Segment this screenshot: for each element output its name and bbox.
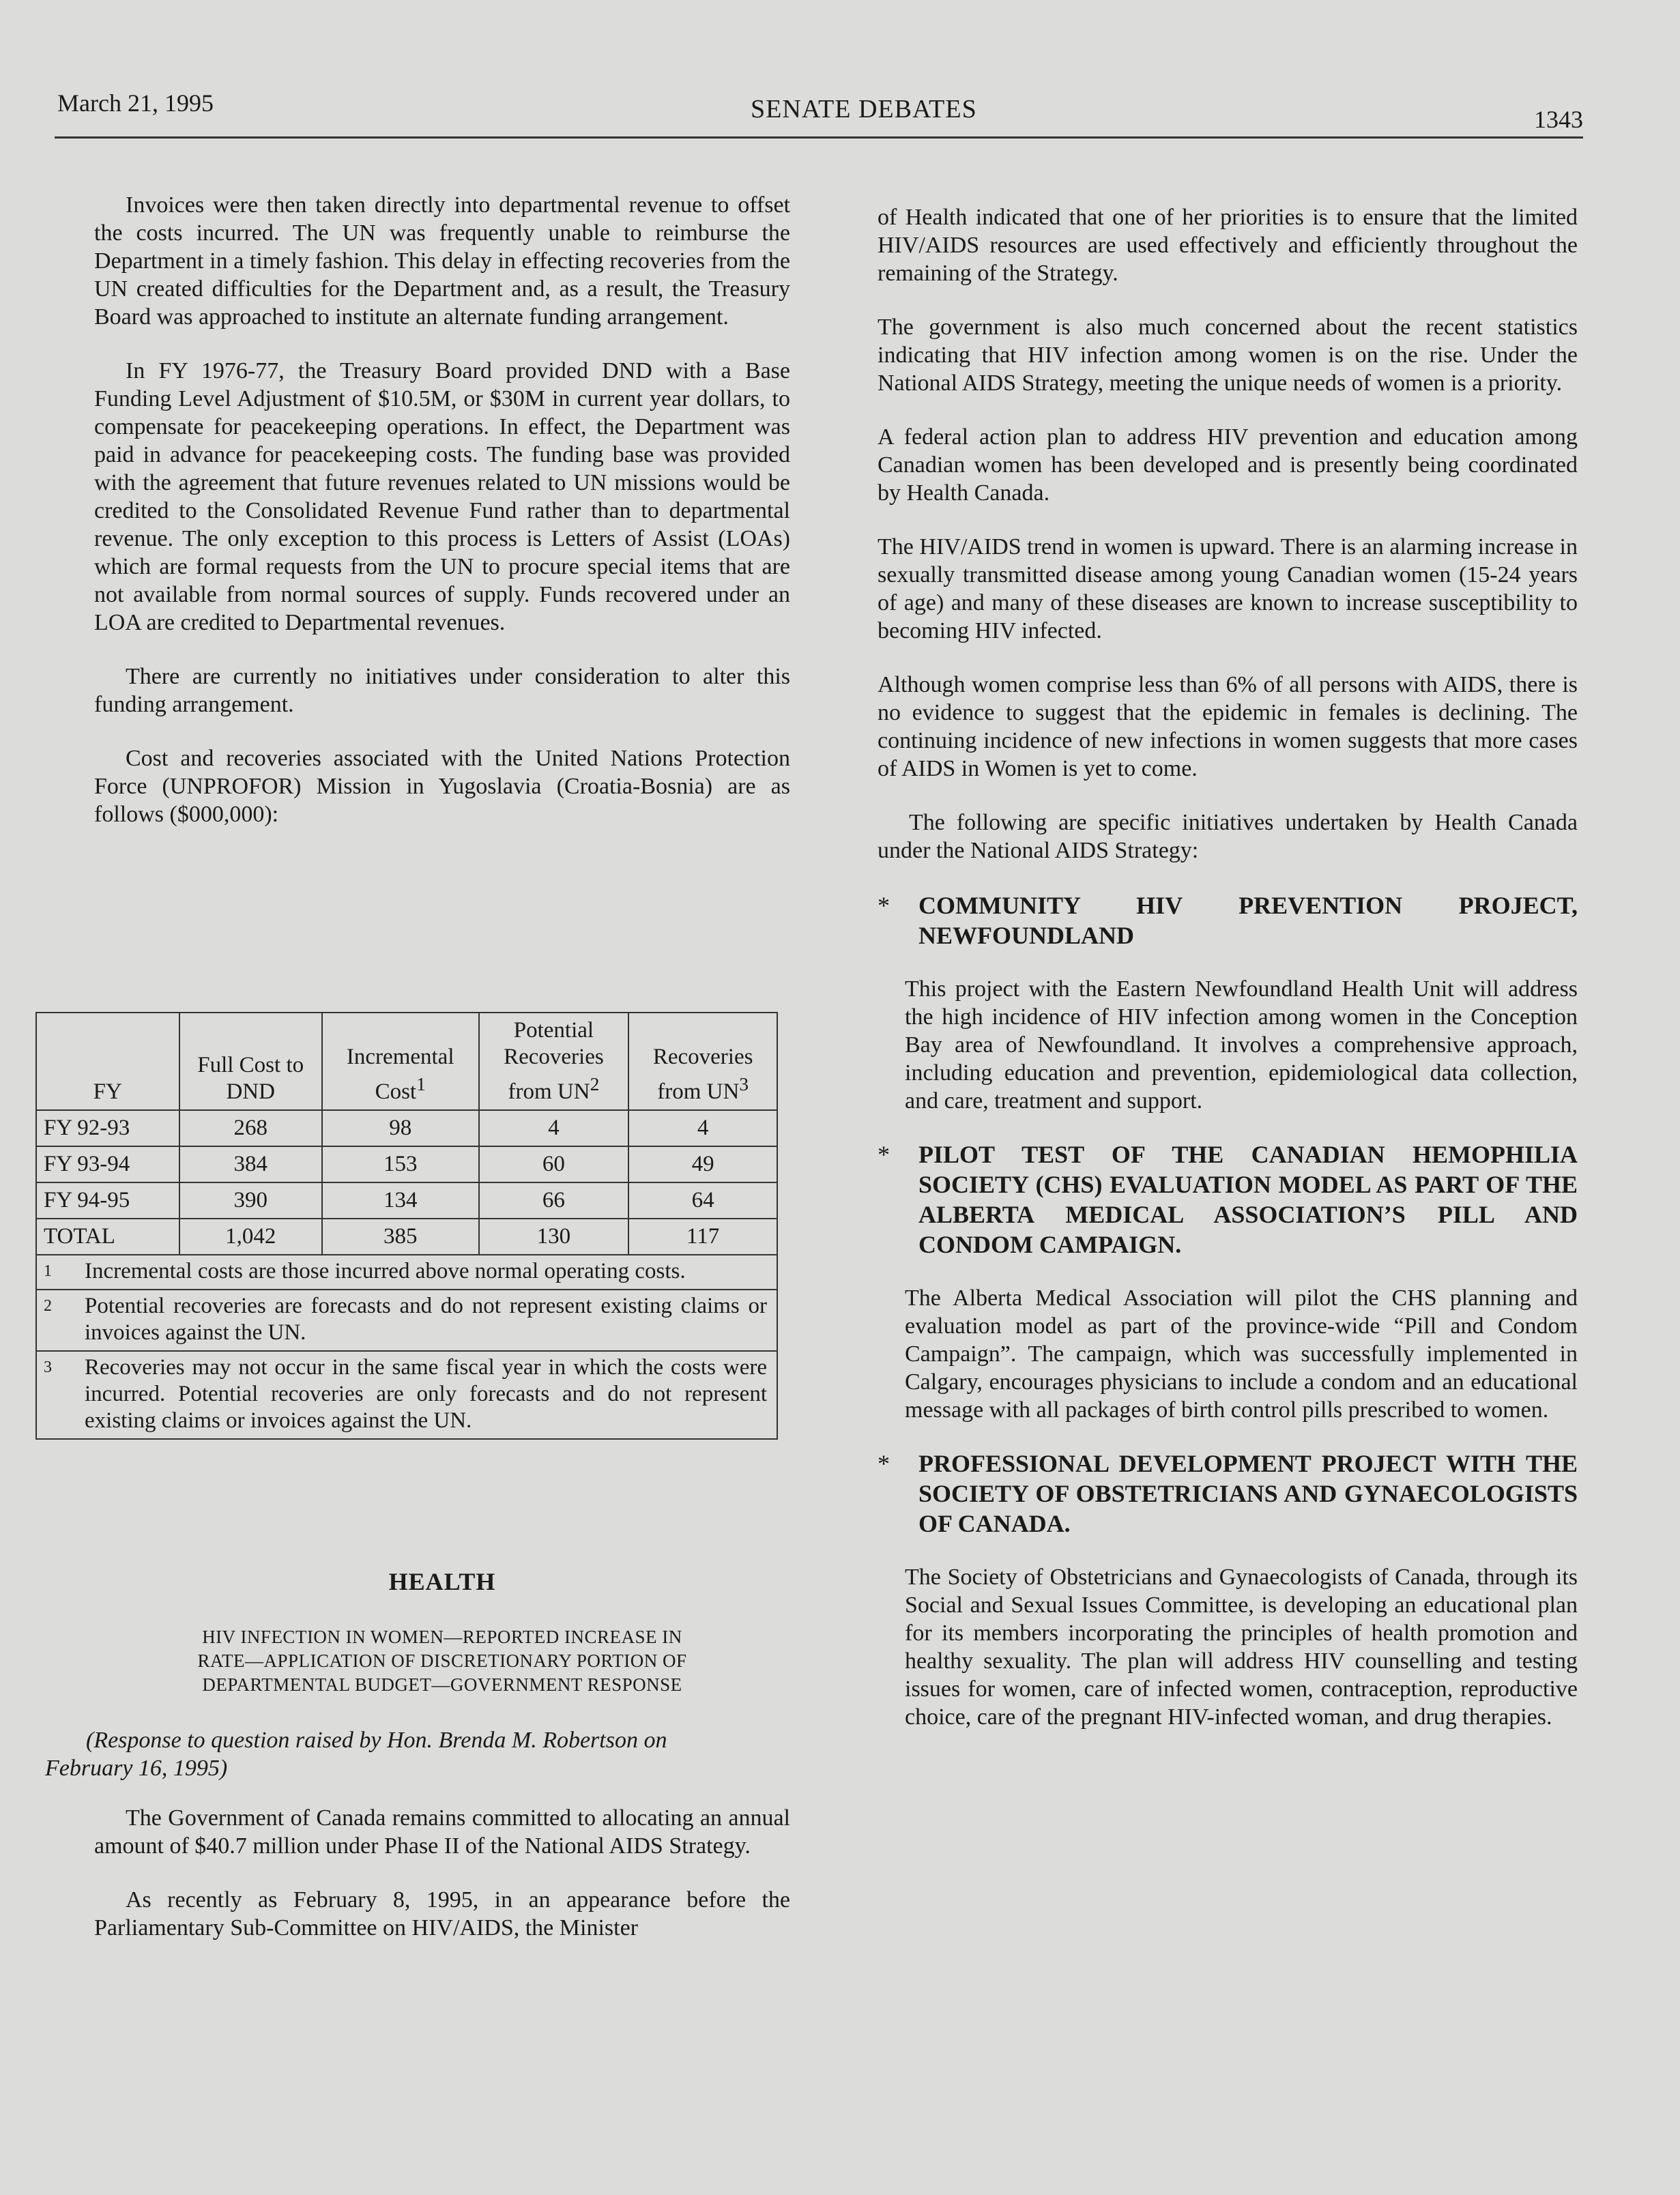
table-cell: 134 — [322, 1182, 479, 1219]
table-cell: FY 93-94 — [36, 1146, 179, 1182]
column-header: FY — [36, 1013, 179, 1110]
table-cell: 98 — [322, 1110, 479, 1146]
footnote-number: 1 — [44, 1262, 52, 1280]
table-footnote — [36, 1351, 777, 1439]
table-cell: 268 — [179, 1110, 322, 1146]
initiative-description: The Alberta Medical Association will pilot the CHS planning and evaluation model as part of the province-wide “Pill and Condom Campaign”. The campaign, which was successfully implemented in Calgary, encourages physicians to include a condom and an educational message with all packages of birth control pills prescribed to women. — [905, 1285, 1578, 1423]
footnote-number: 3 — [44, 1358, 52, 1376]
table-cell: FY 92-93 — [36, 1110, 179, 1146]
paragraph: The HIV/AIDS trend in women is upward. There is an alarming increase in sexually transmitted disease among young Canadian women (15-24 years of age) and many of these diseases are known to increase susceptibility to becoming HIV infected. — [878, 534, 1578, 643]
table-row — [36, 1110, 777, 1146]
paragraph: of Health indicated that one of her priorities is to ensure that the limited HIV/AIDS resources are used effectively and efficiently throughout the remaining of the Strategy. — [878, 205, 1578, 286]
initiative-heading: * COMMUNITY HIV PREVENTION PROJECT, NEWFOUNDLAND — [878, 892, 1578, 949]
table-cell: 49 — [628, 1146, 777, 1182]
initiative-heading: * PILOT TEST OF THE CANADIAN HEMOPHILIA SOCIETY (CHS) EVALUATION MODEL AS PART OF THE ALBERTA MEDICAL ASSOCIATION’S PILL AND CONDOM CAMPAIGN. — [878, 1141, 1578, 1258]
column-header: Incremental Cost$^1$ — [322, 1013, 479, 1110]
column-header: Potential Recoveries from $UN^2$ — [479, 1013, 629, 1110]
unprofor-cost-table — [35, 1012, 778, 1440]
initiative-description: The Society of Obstetricians and Gynaecologists of Canada, through its Social and Sexual Issues Committee, is developing an educational plan for its members incorporating the principles of health promotion and healthy sexuality. The plan will address HIV counselling and testing issues for women, care of infected women, contraception, reproductive choice, care of the pregnant HIV-infected woman, and drug therapies. — [905, 1565, 1578, 1730]
paragraph: Cost and recoveries associated with the United Nations Protection Force (UNPROFOR) Mission in Yugoslavia (Croatia-Bosnia) are as follows ($000,000): — [94, 746, 790, 827]
section-heading: HEALTH — [388, 1568, 496, 1595]
table-cell: 390 — [179, 1182, 322, 1219]
column-header: Recoveries from $UN^3$ — [628, 1013, 777, 1110]
table-cell: 1,042 — [179, 1219, 322, 1255]
header-date: March 21, 1995 — [57, 89, 214, 117]
table-cell: FY 94-95 — [36, 1182, 179, 1219]
table-row — [36, 1182, 777, 1219]
paragraph: The government is also much concerned about the recent statistics indicating that HIV infection among women is on the rise. Under the National AIDS Strategy, meeting the unique needs of women is a priority. — [878, 315, 1578, 396]
paragraph: Although women comprise less than 6% of all persons with AIDS, there is no evidence to suggest that the epidemic in females is declining. The continuing incidence of new infections in women suggests that more cases of AIDS in Women is yet to come. — [878, 672, 1578, 781]
table-footnote — [36, 1290, 777, 1351]
footnote-text: Incremental costs are those incurred above normal operating costs. — [85, 1259, 686, 1283]
page-number: 1343 — [1534, 106, 1583, 133]
table-footnote — [36, 1255, 777, 1290]
footnote-text: Recoveries may not occur in the same fiscal year in which the costs were incurred. Potential recoveries are only forecasts and do not represent existing claims or invoices against the UN. — [85, 1355, 767, 1433]
table-cell: 4 — [628, 1110, 777, 1146]
paragraph: The Government of Canada remains committed to allocating an annual amount of $40.7 million under Phase II of the National AIDS Strategy. — [94, 1805, 790, 1859]
footnote-text: Potential recoveries are forecasts and do not represent existing claims or invoices against the UN. — [85, 1294, 767, 1345]
table-header-row — [36, 1013, 777, 1110]
paragraph: In FY 1976-77, the Treasury Board provided DND with a Base Funding Level Adjustment of $10.5M, or $30M in current year dollars, to compensate for peacekeeping operations. In effect, the Department was paid in advance for peacekeeping costs. The funding base was provided with the agreement that future revenues related to UN missions would be credited to the Consolidated Revenue Fund rather than to departmental revenue. The only exception to this process is Letters of Assist (LOAs) which are formal requests from the UN to procure special items that are not available from normal sources of supply. Funds recovered under an LOA are credited to Departmental revenues. — [94, 358, 790, 635]
table-cell: 385 — [322, 1219, 479, 1255]
table-total-row — [36, 1219, 777, 1255]
table-row — [36, 1146, 777, 1182]
table-cell: 66 — [479, 1182, 629, 1219]
paragraph: Invoices were then taken directly into departmental revenue to offset the costs incurred. The UN was frequently unable to reimburse the Department in a timely fashion. This delay in effecting recoveries from the UN created difficulties for the Department and, as a result, the Treasury Board was approached to institute an alternate funding arrangement. — [94, 192, 790, 330]
table-cell: TOTAL — [36, 1219, 179, 1255]
table-cell: 117 — [628, 1219, 777, 1255]
table-cell: 130 — [479, 1219, 629, 1255]
paragraph: The following are specific initiatives undertaken by Health Canada under the National AIDS Strategy: — [878, 810, 1578, 863]
response-attribution: (Response to question raised by Hon. Brenda M. Robertson on February 16, 1995) — [45, 1728, 667, 1781]
column-header: Full Cost to DND — [179, 1013, 322, 1110]
left-column — [94, 191, 790, 854]
running-header — [55, 89, 1583, 139]
initiative-description: This project with the Eastern Newfoundland Health Unit will address the high incidence of HIV infection among women in the Conception Bay area of Newfoundland. It involves a comprehensive approach, including education and prevention, epidemiological data collection, and care, treatment and support. — [905, 976, 1578, 1114]
table-cell: 60 — [479, 1146, 629, 1182]
initiative-heading: * PROFESSIONAL DEVELOPMENT PROJECT WITH THE SOCIETY OF OBSTETRICIANS AND GYNAECOLOGISTS OF CANADA. — [878, 1450, 1578, 1537]
table-cell: 153 — [322, 1146, 479, 1182]
health-response-body — [94, 1804, 790, 1968]
paragraph: As recently as February 8, 1995, in an appearance before the Parliamentary Sub-Committee on HIV/AIDS, the Minister — [94, 1887, 790, 1940]
table-cell: 64 — [628, 1182, 777, 1219]
header-title: SENATE DEBATES — [751, 95, 977, 123]
subject-heading: HIV INFECTION IN WOMEN—REPORTED INCREASE IN RATE—APPLICATION OF DISCRETIONARY PORTION OF DEPARTMENTAL BUDGET—GOVERNMENT RESPONSE — [197, 1627, 687, 1695]
paragraph: There are currently no initiatives under consideration to alter this funding arrangement. — [94, 664, 790, 717]
table-cell: 4 — [479, 1110, 629, 1146]
right-column — [878, 203, 1578, 1756]
paragraph: A federal action plan to address HIV prevention and education among Canadian women has been developed and is presently being coordinated by Health Canada. — [878, 424, 1578, 506]
table-cell: 384 — [179, 1146, 322, 1182]
footnote-number: 2 — [44, 1297, 52, 1315]
